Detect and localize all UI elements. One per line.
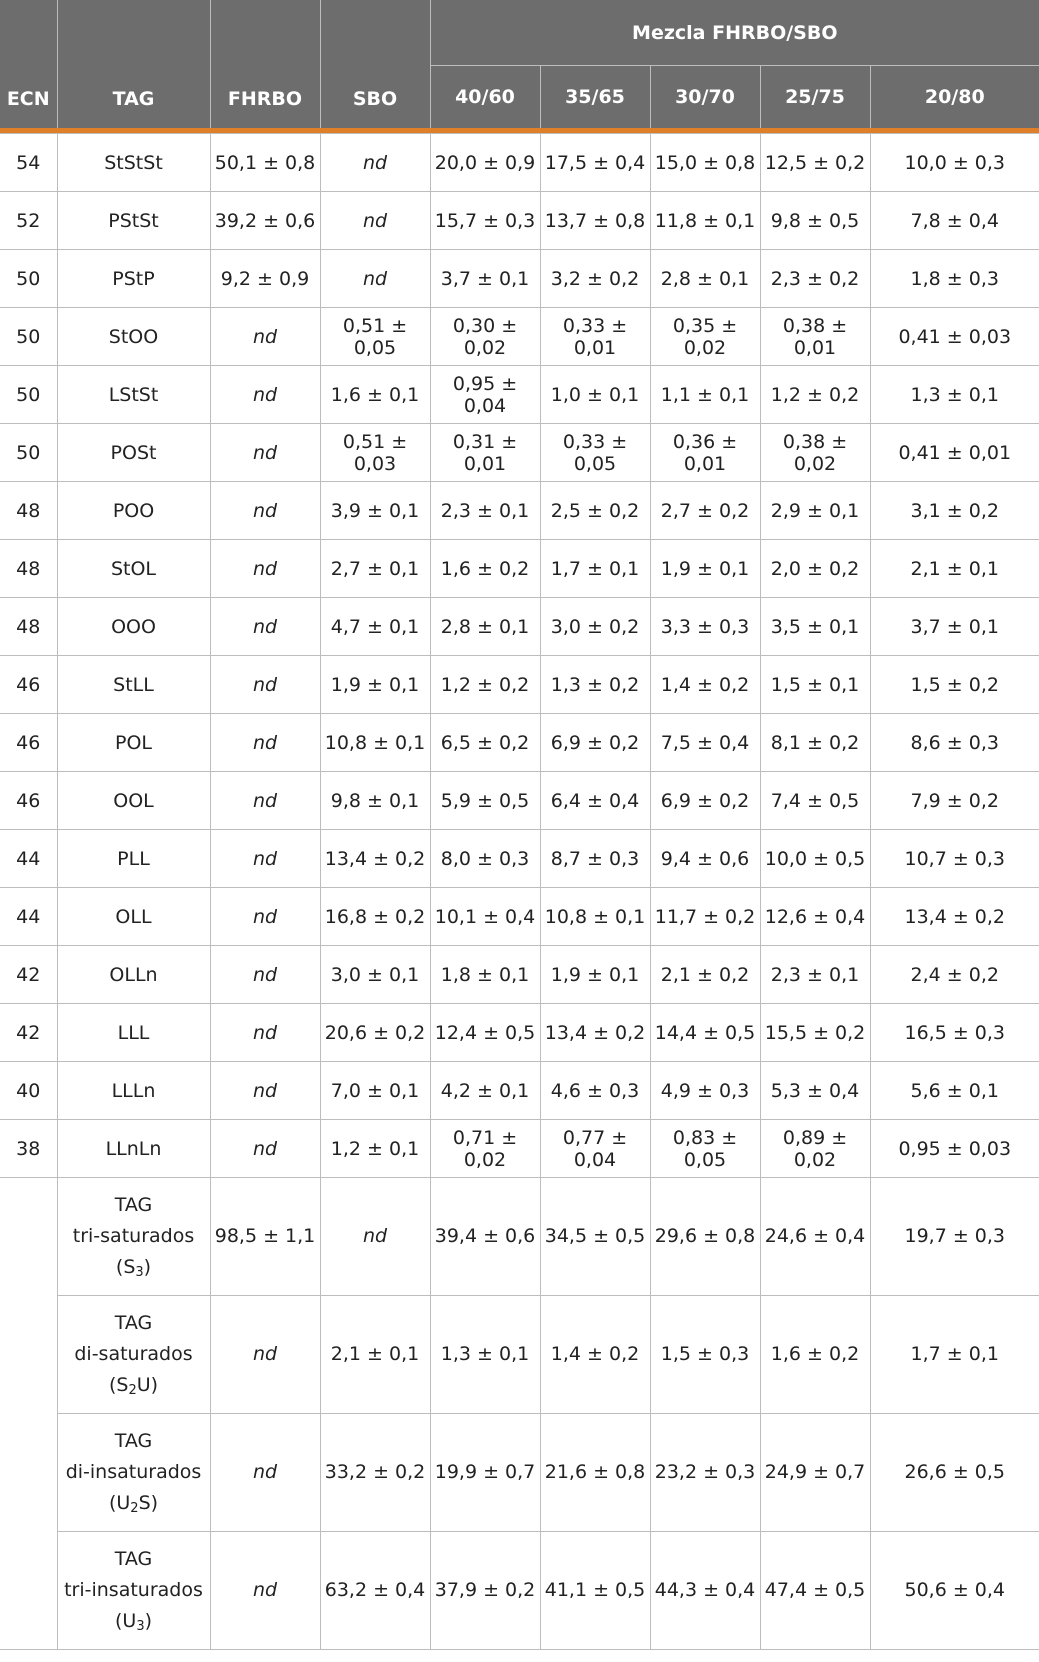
group-label-line1: TAG [114, 1548, 153, 1570]
mix-value-cell: 9,8 ± 0,5 [760, 192, 870, 250]
mix-value-cell: 3,7 ± 0,1 [430, 250, 540, 308]
mix-value-cell: 2,1 ± 0,2 [650, 946, 760, 1004]
fhrbo-cell: nd [210, 598, 320, 656]
fhrbo-cell: nd [210, 424, 320, 482]
mix-value-cell: 1,5 ± 0,1 [760, 656, 870, 714]
mix-value-cell: 1,9 ± 0,1 [540, 946, 650, 1004]
sbo-cell: nd [320, 134, 430, 192]
table-row [0, 830, 1039, 888]
mix-value-cell: 16,5 ± 0,3 [870, 1004, 1039, 1062]
ecn-cell: 42 [0, 1004, 57, 1062]
mix-value-cell: 8,1 ± 0,2 [760, 714, 870, 772]
mix-value-cell: 7,9 ± 0,2 [870, 772, 1039, 830]
tag-cell: StOO [57, 308, 210, 366]
formula-open: (S [108, 1374, 129, 1396]
mix-value-cell: 29,6 ± 0,8 [650, 1178, 760, 1296]
group-label-formula [58, 1606, 210, 1637]
ecn-cell: 46 [0, 772, 57, 830]
mix-value-cell: 6,5 ± 0,2 [430, 714, 540, 772]
ecn-cell: 44 [0, 830, 57, 888]
sbo-cell: 1,9 ± 0,1 [320, 656, 430, 714]
fhrbo-cell: 9,2 ± 0,9 [210, 250, 320, 308]
ecn-cell: 44 [0, 888, 57, 946]
mix-value-cell: 0,95 ± 0,03 [870, 1120, 1039, 1178]
mix-value-cell: 15,5 ± 0,2 [760, 1004, 870, 1062]
group-row [0, 1178, 1039, 1296]
tag-cell: PStSt [57, 192, 210, 250]
mix-value-cell: 0,31 ± 0,01 [430, 424, 540, 482]
mix-value-cell: 5,3 ± 0,4 [760, 1062, 870, 1120]
sbo-cell: 0,51 ± 0,03 [320, 424, 430, 482]
group-label-cell [57, 1532, 210, 1650]
mix-value-cell: 7,4 ± 0,5 [760, 772, 870, 830]
table-header [0, 0, 1039, 134]
mix-value-cell: 10,7 ± 0,3 [870, 830, 1039, 888]
fhrbo-cell: nd [210, 1532, 320, 1650]
fhrbo-cell: nd [210, 366, 320, 424]
table-row [0, 888, 1039, 946]
ecn-cell: 46 [0, 714, 57, 772]
mix-value-cell: 2,4 ± 0,2 [870, 946, 1039, 1004]
mix-value-cell: 24,9 ± 0,7 [760, 1414, 870, 1532]
group-label-line1: TAG [114, 1312, 153, 1334]
table-row [0, 424, 1039, 482]
tag-cell: StLL [57, 656, 210, 714]
mix-value-cell: 0,71 ± 0,02 [430, 1120, 540, 1178]
fhrbo-cell: nd [210, 1120, 320, 1178]
mix-value-cell: 19,9 ± 0,7 [430, 1414, 540, 1532]
formula-close: ) [144, 1610, 153, 1632]
fhrbo-cell: nd [210, 656, 320, 714]
mix-value-cell: 0,41 ± 0,01 [870, 424, 1039, 482]
sbo-cell: 1,2 ± 0,1 [320, 1120, 430, 1178]
formula-subscript: 2 [128, 1383, 137, 1398]
sbo-cell: 3,9 ± 0,1 [320, 482, 430, 540]
mix-value-cell: 21,6 ± 0,8 [540, 1414, 650, 1532]
mix-value-cell: 1,8 ± 0,1 [430, 946, 540, 1004]
mix-value-cell: 1,5 ± 0,3 [650, 1296, 760, 1414]
group-label-formula [58, 1370, 210, 1401]
ecn-cell: 40 [0, 1062, 57, 1120]
ecn-cell: 48 [0, 540, 57, 598]
fhrbo-cell: nd [210, 830, 320, 888]
group-label-cell [57, 1414, 210, 1532]
sbo-cell: 20,6 ± 0,2 [320, 1004, 430, 1062]
mix-value-cell: 2,8 ± 0,1 [430, 598, 540, 656]
formula-subscript: 3 [135, 1265, 144, 1280]
sbo-cell: 2,7 ± 0,1 [320, 540, 430, 598]
mix-value-cell: 1,6 ± 0,2 [430, 540, 540, 598]
fhrbo-cell: nd [210, 946, 320, 1004]
ecn-cell: 48 [0, 598, 57, 656]
mix-value-cell: 34,5 ± 0,5 [540, 1178, 650, 1296]
mix-value-cell: 20,0 ± 0,9 [430, 134, 540, 192]
mix-value-cell: 0,36 ± 0,01 [650, 424, 760, 482]
ecn-cell: 54 [0, 134, 57, 192]
tag-cell: LLL [57, 1004, 210, 1062]
mix-value-cell: 1,8 ± 0,3 [870, 250, 1039, 308]
group-label-formula [58, 1488, 210, 1519]
fhrbo-cell: nd [210, 714, 320, 772]
ecn-cell: 50 [0, 366, 57, 424]
mix-value-cell: 13,4 ± 0,2 [870, 888, 1039, 946]
sbo-cell: 33,2 ± 0,2 [320, 1414, 430, 1532]
group-label-formula [58, 1252, 210, 1283]
header-ratio: 35/65 [540, 66, 650, 129]
sbo-cell: 63,2 ± 0,4 [320, 1532, 430, 1650]
ecn-cell: 50 [0, 250, 57, 308]
ecn-cell [0, 1296, 57, 1414]
group-row [0, 1414, 1039, 1532]
mix-value-cell: 23,2 ± 0,3 [650, 1414, 760, 1532]
header-mix-title: Mezcla FHRBO/SBO [430, 0, 1039, 66]
mix-value-cell: 4,6 ± 0,3 [540, 1062, 650, 1120]
mix-value-cell: 19,7 ± 0,3 [870, 1178, 1039, 1296]
ecn-cell [0, 1532, 57, 1650]
mix-value-cell: 3,0 ± 0,2 [540, 598, 650, 656]
table-row [0, 540, 1039, 598]
mix-value-cell: 11,8 ± 0,1 [650, 192, 760, 250]
mix-value-cell: 24,6 ± 0,4 [760, 1178, 870, 1296]
mix-value-cell: 2,8 ± 0,1 [650, 250, 760, 308]
mix-value-cell: 1,4 ± 0,2 [540, 1296, 650, 1414]
header-fhrbo: FHRBO [210, 0, 320, 128]
ecn-cell [0, 1414, 57, 1532]
group-row [0, 1296, 1039, 1414]
header-tag: TAG [57, 0, 210, 128]
mix-value-cell: 39,4 ± 0,6 [430, 1178, 540, 1296]
mix-value-cell: 0,38 ± 0,01 [760, 308, 870, 366]
sbo-cell: 10,8 ± 0,1 [320, 714, 430, 772]
mix-value-cell: 3,5 ± 0,1 [760, 598, 870, 656]
mix-value-cell: 4,9 ± 0,3 [650, 1062, 760, 1120]
mix-value-cell: 10,0 ± 0,5 [760, 830, 870, 888]
fhrbo-cell: 39,2 ± 0,6 [210, 192, 320, 250]
group-label-line2: di-saturados [74, 1343, 193, 1365]
mix-value-cell: 12,6 ± 0,4 [760, 888, 870, 946]
mix-value-cell: 0,95 ± 0,04 [430, 366, 540, 424]
mix-value-cell: 41,1 ± 0,5 [540, 1532, 650, 1650]
table-row [0, 482, 1039, 540]
mix-value-cell: 6,9 ± 0,2 [540, 714, 650, 772]
mix-value-cell: 1,5 ± 0,2 [870, 656, 1039, 714]
header-ratio: 20/80 [870, 66, 1039, 129]
mix-value-cell: 2,9 ± 0,1 [760, 482, 870, 540]
tag-cell: LLLn [57, 1062, 210, 1120]
mix-value-cell: 1,9 ± 0,1 [650, 540, 760, 598]
fhrbo-cell: nd [210, 1062, 320, 1120]
tag-cell: POL [57, 714, 210, 772]
fhrbo-cell: nd [210, 482, 320, 540]
formula-open: (U [114, 1610, 137, 1632]
mix-value-cell: 37,9 ± 0,2 [430, 1532, 540, 1650]
mix-value-cell: 10,0 ± 0,3 [870, 134, 1039, 192]
tag-cell: POO [57, 482, 210, 540]
table-row [0, 1120, 1039, 1178]
mix-value-cell: 3,3 ± 0,3 [650, 598, 760, 656]
formula-close: U) [136, 1374, 159, 1396]
ecn-cell: 50 [0, 308, 57, 366]
mix-value-cell: 12,4 ± 0,5 [430, 1004, 540, 1062]
mix-value-cell: 2,3 ± 0,1 [760, 946, 870, 1004]
mix-value-cell: 7,5 ± 0,4 [650, 714, 760, 772]
mix-value-cell: 1,4 ± 0,2 [650, 656, 760, 714]
mix-value-cell: 15,7 ± 0,3 [430, 192, 540, 250]
fhrbo-cell: 98,5 ± 1,1 [210, 1178, 320, 1296]
mix-value-cell: 1,2 ± 0,2 [430, 656, 540, 714]
group-label-cell [57, 1178, 210, 1296]
sbo-cell: 13,4 ± 0,2 [320, 830, 430, 888]
mix-value-cell: 0,35 ± 0,02 [650, 308, 760, 366]
mix-value-cell: 1,7 ± 0,1 [870, 1296, 1039, 1414]
mix-value-cell: 4,2 ± 0,1 [430, 1062, 540, 1120]
mix-value-cell: 1,6 ± 0,2 [760, 1296, 870, 1414]
table-row [0, 946, 1039, 1004]
group-label-line1: TAG [114, 1430, 153, 1452]
mix-value-cell: 13,4 ± 0,2 [540, 1004, 650, 1062]
mix-value-cell: 6,4 ± 0,4 [540, 772, 650, 830]
fhrbo-cell: nd [210, 1004, 320, 1062]
mix-value-cell: 0,30 ± 0,02 [430, 308, 540, 366]
sbo-cell: 0,51 ± 0,05 [320, 308, 430, 366]
ecn-cell [0, 1178, 57, 1296]
group-label-line2: tri-saturados [72, 1225, 195, 1247]
mix-value-cell: 2,3 ± 0,2 [760, 250, 870, 308]
table-row [0, 192, 1039, 250]
fhrbo-cell: nd [210, 772, 320, 830]
mix-value-cell: 2,1 ± 0,1 [870, 540, 1039, 598]
sbo-cell: 4,7 ± 0,1 [320, 598, 430, 656]
tag-cell: OOO [57, 598, 210, 656]
mix-value-cell: 44,3 ± 0,4 [650, 1532, 760, 1650]
tag-cell: StOL [57, 540, 210, 598]
tag-cell: OOL [57, 772, 210, 830]
header-sbo: SBO [320, 0, 430, 128]
mix-value-cell: 50,6 ± 0,4 [870, 1532, 1039, 1650]
mix-value-cell: 9,4 ± 0,6 [650, 830, 760, 888]
tag-cell: PStP [57, 250, 210, 308]
tag-cell: OLLn [57, 946, 210, 1004]
mix-value-cell: 0,38 ± 0,02 [760, 424, 870, 482]
mix-value-cell: 0,41 ± 0,03 [870, 308, 1039, 366]
mix-value-cell: 0,77 ± 0,04 [540, 1120, 650, 1178]
mix-value-cell: 3,7 ± 0,1 [870, 598, 1039, 656]
mix-value-cell: 13,7 ± 0,8 [540, 192, 650, 250]
mix-value-cell: 0,83 ± 0,05 [650, 1120, 760, 1178]
mix-value-cell: 14,4 ± 0,5 [650, 1004, 760, 1062]
tag-cell: LStSt [57, 366, 210, 424]
mix-value-cell: 10,8 ± 0,1 [540, 888, 650, 946]
mix-value-cell: 1,7 ± 0,1 [540, 540, 650, 598]
fhrbo-cell: nd [210, 888, 320, 946]
sbo-cell: 9,8 ± 0,1 [320, 772, 430, 830]
mix-value-cell: 3,2 ± 0,2 [540, 250, 650, 308]
sbo-cell: 7,0 ± 0,1 [320, 1062, 430, 1120]
tag-cell: PLL [57, 830, 210, 888]
table-body [0, 134, 1039, 1650]
header-ecn: ECN [0, 0, 57, 128]
mix-value-cell: 17,5 ± 0,4 [540, 134, 650, 192]
mix-value-cell: 0,33 ± 0,05 [540, 424, 650, 482]
tag-cell: StStSt [57, 134, 210, 192]
sbo-cell: 16,8 ± 0,2 [320, 888, 430, 946]
table-row [0, 772, 1039, 830]
mix-value-cell: 3,1 ± 0,2 [870, 482, 1039, 540]
tag-cell: OLL [57, 888, 210, 946]
header-ratio: 40/60 [430, 66, 540, 129]
fhrbo-cell: nd [210, 1296, 320, 1414]
sbo-cell: 3,0 ± 0,1 [320, 946, 430, 1004]
mix-value-cell: 8,0 ± 0,3 [430, 830, 540, 888]
mix-value-cell: 0,89 ± 0,02 [760, 1120, 870, 1178]
formula-subscript: 2 [130, 1501, 139, 1516]
table-row [0, 714, 1039, 772]
group-label-cell [57, 1296, 210, 1414]
ecn-cell: 50 [0, 424, 57, 482]
table-row [0, 1062, 1039, 1120]
mix-value-cell: 1,0 ± 0,1 [540, 366, 650, 424]
mix-value-cell: 6,9 ± 0,2 [650, 772, 760, 830]
sbo-cell: nd [320, 192, 430, 250]
sbo-cell: 1,6 ± 0,1 [320, 366, 430, 424]
group-label-line2: tri-insaturados [64, 1579, 203, 1601]
ecn-cell: 46 [0, 656, 57, 714]
table-row [0, 134, 1039, 192]
mix-value-cell: 5,6 ± 0,1 [870, 1062, 1039, 1120]
fhrbo-cell: nd [210, 540, 320, 598]
sbo-cell: 2,1 ± 0,1 [320, 1296, 430, 1414]
group-label-line2: di-insaturados [65, 1461, 202, 1483]
tag-cell: POSt [57, 424, 210, 482]
mix-value-cell: 1,1 ± 0,1 [650, 366, 760, 424]
mix-value-cell: 8,6 ± 0,3 [870, 714, 1039, 772]
mix-value-cell: 26,6 ± 0,5 [870, 1414, 1039, 1532]
tag-cell: LLnLn [57, 1120, 210, 1178]
group-label-line1: TAG [114, 1194, 153, 1216]
group-row [0, 1532, 1039, 1650]
table-row [0, 308, 1039, 366]
table-row [0, 1004, 1039, 1062]
formula-close: S) [138, 1492, 159, 1514]
table-row [0, 598, 1039, 656]
sbo-cell: nd [320, 250, 430, 308]
mix-value-cell: 1,3 ± 0,1 [870, 366, 1039, 424]
mix-value-cell: 2,3 ± 0,1 [430, 482, 540, 540]
mix-value-cell: 11,7 ± 0,2 [650, 888, 760, 946]
table-row [0, 656, 1039, 714]
ecn-cell: 38 [0, 1120, 57, 1178]
mix-value-cell: 8,7 ± 0,3 [540, 830, 650, 888]
mix-value-cell: 15,0 ± 0,8 [650, 134, 760, 192]
mix-value-cell: 12,5 ± 0,2 [760, 134, 870, 192]
mix-value-cell: 7,8 ± 0,4 [870, 192, 1039, 250]
mix-value-cell: 2,5 ± 0,2 [540, 482, 650, 540]
mix-value-cell: 1,3 ± 0,1 [430, 1296, 540, 1414]
mix-value-cell: 2,7 ± 0,2 [650, 482, 760, 540]
fhrbo-cell: nd [210, 308, 320, 366]
sbo-cell: nd [320, 1178, 430, 1296]
header-ratio: 30/70 [650, 66, 760, 129]
formula-close: ) [143, 1256, 152, 1278]
ecn-cell: 48 [0, 482, 57, 540]
ecn-cell: 52 [0, 192, 57, 250]
mix-value-cell: 1,2 ± 0,2 [760, 366, 870, 424]
formula-subscript: 3 [136, 1619, 145, 1634]
mix-value-cell: 1,3 ± 0,2 [540, 656, 650, 714]
mix-value-cell: 5,9 ± 0,5 [430, 772, 540, 830]
table-row [0, 250, 1039, 308]
header-ratio: 25/75 [760, 66, 870, 129]
table-row [0, 366, 1039, 424]
formula-open: (U [108, 1492, 131, 1514]
formula-open: (S [115, 1256, 136, 1278]
mix-value-cell: 10,1 ± 0,4 [430, 888, 540, 946]
ecn-cell: 42 [0, 946, 57, 1004]
mix-value-cell: 2,0 ± 0,2 [760, 540, 870, 598]
fhrbo-cell: 50,1 ± 0,8 [210, 134, 320, 192]
mix-value-cell: 0,33 ± 0,01 [540, 308, 650, 366]
mix-value-cell: 47,4 ± 0,5 [760, 1532, 870, 1650]
fhrbo-cell: nd [210, 1414, 320, 1532]
